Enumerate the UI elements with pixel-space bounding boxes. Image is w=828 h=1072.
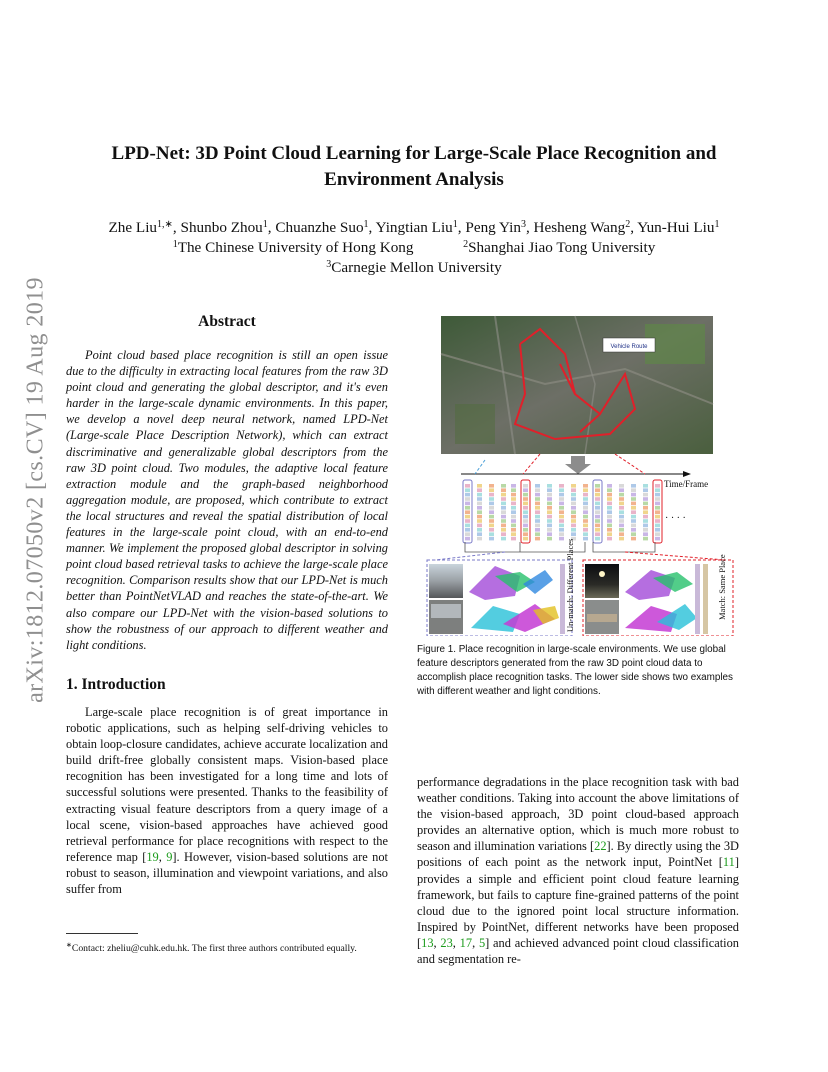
- descriptor-cell: [547, 488, 552, 492]
- descriptor-cell: [547, 502, 552, 506]
- descriptor-cell: [583, 506, 588, 510]
- author: Peng Yin: [465, 219, 521, 236]
- descriptor-cell: [465, 524, 470, 528]
- time-frame-label: Time/Frame: [664, 479, 709, 489]
- descriptor-cell: [571, 524, 576, 528]
- abstract-body: [66, 347, 388, 653]
- descriptor-cell: [501, 519, 506, 523]
- descriptor-cell: [511, 502, 516, 506]
- footnote-mark: ∗: [66, 941, 72, 949]
- descriptor-cell: [571, 506, 576, 510]
- descriptor-cell: [655, 515, 660, 519]
- descriptor-cell: [511, 497, 516, 501]
- descriptor-cell: [523, 488, 528, 492]
- descriptor-cell: [631, 519, 636, 523]
- descriptor-cell: [595, 484, 600, 488]
- text-run: ,: [158, 849, 167, 864]
- descriptor-cell: [607, 510, 612, 514]
- descriptor-cell: [511, 510, 516, 514]
- figure-1-caption: Figure 1. Place recognition in large-scale environments. We use global feature descriptors generated from the raw 3D point cloud data to accomplish place recognition tasks. The lower side shows two examples with different weather and light conditions.: [417, 644, 733, 697]
- descriptor-cell: [547, 497, 552, 501]
- descriptor-cell: [595, 493, 600, 497]
- descriptor-cell: [465, 510, 470, 514]
- descriptor-cell: [559, 524, 564, 528]
- affil-sup: 2: [463, 239, 469, 250]
- descriptor-cell: [583, 497, 588, 501]
- intro-col-1: [66, 704, 388, 897]
- affiliation: The Chinese University of Hong Kong: [177, 239, 414, 256]
- introduction-heading: 1. Introduction: [66, 676, 166, 693]
- text-run: ] and achieved advanced point cloud classification and segmentation re-: [417, 935, 739, 967]
- descriptor-cell: [501, 506, 506, 510]
- descriptor-cell: [619, 532, 624, 536]
- descriptor-cell: [501, 497, 506, 501]
- descriptor-cell: [501, 488, 506, 492]
- affil-sup: 1: [172, 239, 178, 250]
- descriptor-cell: [489, 519, 494, 523]
- descriptor-cell: [535, 493, 540, 497]
- descriptor-cell: [523, 528, 528, 532]
- descriptor-cell: [535, 488, 540, 492]
- descriptor-cell: [655, 528, 660, 532]
- abstract-heading: Abstract: [198, 313, 256, 330]
- descriptor-cell: [465, 506, 470, 510]
- descriptor-cell: [571, 532, 576, 536]
- descriptor-cell: [655, 532, 660, 536]
- descriptor-cell: [489, 502, 494, 506]
- point-cloud-render: [469, 566, 553, 600]
- descriptor-cell: [559, 515, 564, 519]
- author-sup: 1,∗: [157, 219, 173, 230]
- descriptor-cell: [571, 528, 576, 532]
- descriptor-cell: [571, 484, 576, 488]
- descriptor-cell: [571, 519, 576, 523]
- descriptor-cell: [655, 502, 660, 506]
- descriptor-cell: [607, 515, 612, 519]
- descriptor-cell: [619, 488, 624, 492]
- descriptor-cell: [477, 524, 482, 528]
- citation-link[interactable]: 13: [421, 935, 434, 950]
- descriptor-cell: [501, 484, 506, 488]
- descriptor-cell: [547, 524, 552, 528]
- affiliations-row-1: [60, 238, 768, 258]
- descriptor-cell: [583, 519, 588, 523]
- descriptor-cell: [595, 502, 600, 506]
- descriptor-cell: [547, 528, 552, 532]
- descriptor-cell: [619, 519, 624, 523]
- descriptor-ellipsis: · · · ·: [665, 513, 686, 524]
- text-run: ]. By directly using the 3D positions of each point as the network input, PointNet [: [417, 839, 739, 870]
- text-run: ] provides a simple and efficient point cloud feature learning framework, but fails to capture fine-grained patterns of the point cloud due to the ignored point local structure information. Inspired by PointNet, different networks have been proposed [: [417, 855, 739, 950]
- citation-link[interactable]: 17: [459, 935, 473, 950]
- descriptor-cell: [619, 510, 624, 514]
- descriptor-cell: [511, 506, 516, 510]
- descriptor-cell: [489, 532, 494, 536]
- descriptor-cell: [643, 493, 648, 497]
- descriptor-cell: [477, 519, 482, 523]
- descriptor-cell: [535, 519, 540, 523]
- descriptor-cell: [547, 532, 552, 536]
- descriptor-cell: [631, 524, 636, 528]
- descriptor-cell: [619, 506, 624, 510]
- author: Yun-Hui Liu: [637, 219, 715, 236]
- descriptor-cell: [595, 524, 600, 528]
- descriptor-cell: [571, 502, 576, 506]
- descriptor-cell: [547, 537, 552, 541]
- descriptor-cell: [583, 488, 588, 492]
- figure-1: [425, 314, 737, 636]
- descriptor-cell: [559, 493, 564, 497]
- descriptor-cell: [607, 524, 612, 528]
- descriptor-cell: [619, 484, 624, 488]
- descriptor-cell: [643, 519, 648, 523]
- descriptor-cell: [465, 519, 470, 523]
- descriptor-cell: [559, 497, 564, 501]
- intro-col-2: [417, 774, 739, 967]
- descriptor-cell: [655, 524, 660, 528]
- citation-link[interactable]: 11: [722, 855, 735, 870]
- vehicle-route-label: Vehicle Route: [610, 344, 648, 350]
- descriptor-cell: [489, 537, 494, 541]
- descriptor-cell: [511, 484, 516, 488]
- affiliations-row-2: [60, 258, 768, 278]
- descriptor-cell: [547, 519, 552, 523]
- citation-link[interactable]: 23: [440, 935, 453, 950]
- descriptor-cell: [655, 484, 660, 488]
- descriptor-cell: [501, 524, 506, 528]
- descriptor-cell: [535, 515, 540, 519]
- descriptor-cell: [619, 502, 624, 506]
- text-run: Large-scale place recognition is of great importance in robotic applications, such as helping self-driving vehicles to obtain loop-closure candidates, achieve accurate localization and build drift-free globally consistent maps. Vision-based place recognition has been investigated for a long time and lots of successful solutions were presented. Thanks to the feasibility of extracting visual feature descriptors from a query image of a local scene, vision-based approaches have achieved good retrieval performance for place recognitions with respect to the reference map [: [66, 705, 388, 864]
- descriptor-cell: [489, 528, 494, 532]
- descriptor-cell: [595, 488, 600, 492]
- descriptor-cell: [583, 515, 588, 519]
- descriptor-cell: [465, 528, 470, 532]
- descriptor-cell: [583, 537, 588, 541]
- descriptor-cell: [523, 519, 528, 523]
- descriptor-cell: [655, 488, 660, 492]
- descriptor-cell: [477, 484, 482, 488]
- descriptor-cell: [477, 497, 482, 501]
- descriptor-cell: [583, 524, 588, 528]
- descriptor-cell: [511, 515, 516, 519]
- footnote-rule: [66, 933, 138, 934]
- descriptor-cell: [643, 528, 648, 532]
- descriptor-strip: [703, 564, 708, 634]
- descriptor-cell: [643, 510, 648, 514]
- descriptor-cell: [607, 484, 612, 488]
- descriptor-cell: [523, 515, 528, 519]
- unmatch-label: Un-match: Different Places: [565, 538, 575, 632]
- affil-sup: 3: [326, 259, 332, 270]
- descriptor-cell: [511, 524, 516, 528]
- descriptor-cell: [607, 493, 612, 497]
- point-cloud-render: [471, 604, 559, 632]
- descriptor-cell: [547, 515, 552, 519]
- author: Hesheng Wang: [533, 219, 626, 236]
- descriptor-cell: [465, 484, 470, 488]
- descriptor-cell: [655, 497, 660, 501]
- descriptor-cell: [631, 532, 636, 536]
- descriptor-cell: [501, 537, 506, 541]
- descriptor-cell: [477, 493, 482, 497]
- descriptor-cell: [535, 524, 540, 528]
- descriptor-cell: [489, 493, 494, 497]
- descriptor-cell: [511, 488, 516, 492]
- intro-paragraph-1: [66, 704, 388, 897]
- descriptor-cell: [643, 484, 648, 488]
- descriptor-cell: [655, 493, 660, 497]
- descriptor-cell: [547, 493, 552, 497]
- descriptor-cell: [511, 519, 516, 523]
- descriptor-cell: [477, 515, 482, 519]
- descriptor-cell: [477, 528, 482, 532]
- descriptor-cell: [571, 488, 576, 492]
- descriptor-cell: [489, 484, 494, 488]
- descriptor-cell: [489, 488, 494, 492]
- descriptor-cell: [511, 528, 516, 532]
- descriptor-cell: [523, 532, 528, 536]
- descriptor-cell: [631, 506, 636, 510]
- descriptor-cell: [643, 502, 648, 506]
- descriptor-cell: [559, 519, 564, 523]
- descriptor-cell: [631, 537, 636, 541]
- descriptor-cell: [559, 510, 564, 514]
- descriptor-cell: [631, 502, 636, 506]
- descriptor-cell: [607, 497, 612, 501]
- title-line-1: LPD-Net: 3D Point Cloud Learning for Large-Scale Place Recognition and: [111, 143, 717, 164]
- footnote: [66, 939, 388, 956]
- descriptor-cell: [559, 537, 564, 541]
- descriptor-cell: [489, 515, 494, 519]
- author-sup: 3: [520, 219, 526, 230]
- match-label: Match: Same Place: [717, 554, 727, 620]
- descriptor-cell: [655, 506, 660, 510]
- author: Yingtian Liu: [375, 219, 453, 236]
- descriptor-cell: [501, 493, 506, 497]
- descriptor-cell: [607, 537, 612, 541]
- descriptor-cell: [489, 524, 494, 528]
- descriptor-cell: [619, 528, 624, 532]
- descriptor-cell: [523, 493, 528, 497]
- descriptor-cell: [643, 524, 648, 528]
- time-axis-arrow-icon: [683, 471, 691, 477]
- descriptor-cell: [619, 515, 624, 519]
- descriptor-cell: [501, 510, 506, 514]
- descriptor-cell: [643, 497, 648, 501]
- descriptor-cell: [523, 484, 528, 488]
- descriptor-cell: [643, 488, 648, 492]
- descriptor-cell: [583, 528, 588, 532]
- descriptor-cell: [619, 524, 624, 528]
- arxiv-sidebar: [6, 277, 66, 703]
- descriptor-cell: [465, 493, 470, 497]
- footnote-text: Contact: zheliu@cuhk.edu.hk. The first three authors contributed equally.: [71, 943, 357, 955]
- descriptor-cell: [631, 493, 636, 497]
- citation-link[interactable]: 5: [478, 935, 486, 950]
- descriptor-cell: [595, 519, 600, 523]
- author-list: Zhe Liu$^{1,∗}$, Shunbo Zhou$^1$, Chuanzhe Suo$^1$, Yingtian Liu$^1$, Peng Yin$^3$, Hesheng Wang$^2$, Yun-Hui Liu$^1$: [108, 219, 720, 236]
- descriptor-cell: [607, 502, 612, 506]
- descriptor-cell: [559, 488, 564, 492]
- descriptor-cell: [547, 506, 552, 510]
- descriptor-cell: [643, 506, 648, 510]
- descriptor-cell: [535, 484, 540, 488]
- descriptor-cell: [523, 497, 528, 501]
- descriptor-cell: [631, 515, 636, 519]
- descriptor-cell: [547, 484, 552, 488]
- descriptor-cell: [535, 497, 540, 501]
- descriptor-cell: [511, 537, 516, 541]
- descriptor-cell: [511, 532, 516, 536]
- descriptor-cell: [465, 502, 470, 506]
- descriptor-cell: [583, 502, 588, 506]
- descriptor-cell: [535, 506, 540, 510]
- author: Chuanzhe Suo: [275, 219, 364, 236]
- descriptor-cell: [465, 497, 470, 501]
- descriptor-cell: [535, 510, 540, 514]
- descriptor-cell: [595, 515, 600, 519]
- affiliation: Shanghai Jiao Tong University: [468, 239, 656, 256]
- descriptor-cell: [559, 506, 564, 510]
- descriptor-cell: [559, 532, 564, 536]
- descriptor-cell: [631, 528, 636, 532]
- descriptor-cell: [643, 515, 648, 519]
- intro-paragraph-2: performance degradations in the place recognition task with bad weather conditions. Taking into account the above limitations of the vision-based approach, 3D point cloud-based approach provides an alternative option, which is much more robust to season and illumination variations [22]. By directly using the 3D positions of each point as the network input, PointNet [11] provides a simple and efficient point cloud feature learning framework, but fails to capture fine-grained patterns of the point cloud due to the ignored point local structure information. Inspired by PointNet, different networks have been proposed [13, 23, 17, 5] and achieved advanced point cloud classification and segmentation re-: [417, 775, 739, 967]
- descriptor-cell: [501, 515, 506, 519]
- descriptor-cell: [477, 506, 482, 510]
- descriptor-cell: [595, 506, 600, 510]
- descriptor-cell: [501, 532, 506, 536]
- author: Shunbo Zhou: [180, 219, 263, 236]
- descriptor-cell: [465, 532, 470, 536]
- descriptor-cell: [631, 497, 636, 501]
- abstract-text: Point cloud based place recognition is still an open issue due to the difficulty in extracting local features from the raw 3D point cloud and generating the global descriptor, and it's even harder in the large-scale dynamic environments. In this paper, we develop a novel deep neural network, named LPD-Net (Large-scale Place Description Network), which can extract discriminative and generalizable global descriptors from the raw 3D point cloud. Two modules, the adaptive local feature extraction module and the graph-based neighborhood aggregation module, are proposed, which contribute to extract the local structures and reveal the spatial distribution of local features in the large-scale point cloud, with an end-to-end manner. We implement the proposed global descriptor in solving point cloud based retrieval tasks to achieve the large-scale place recognition. Comparison results show that our LPD-Net is much better than PointNetVLAD and reaches the state-of-the-art. We also compare our LPD-Net with the vision-based solutions to show the robustness of our approach to different weather and light conditions.: [66, 348, 388, 652]
- descriptor-cell: [619, 537, 624, 541]
- descriptor-cell: [631, 488, 636, 492]
- descriptor-cell: [535, 502, 540, 506]
- descriptor-cell: [583, 532, 588, 536]
- author: Zhe Liu: [108, 219, 158, 236]
- author-sup: 1: [262, 219, 268, 230]
- author-sup: 2: [625, 219, 631, 230]
- arxiv-id: arXiv:1812.07050v2 [cs.CV] 19 Aug 2019: [22, 277, 49, 703]
- descriptor-cell: [523, 524, 528, 528]
- citation-link[interactable]: 22: [594, 839, 607, 854]
- descriptor-cell: [571, 497, 576, 501]
- descriptor-cell: [547, 510, 552, 514]
- descriptor-cell: [607, 532, 612, 536]
- text-run: performance degradations in the place recognition task with bad weather conditions. Taking into account the above limitations of the vision-based approach, 3D point cloud-based approach provides an alternative option, which is much more robust to season and illumination variations [: [417, 775, 739, 854]
- descriptor-cell: [489, 497, 494, 501]
- descriptor-cell: [489, 506, 494, 510]
- descriptor-cell: [477, 488, 482, 492]
- descriptor-cell: [619, 493, 624, 497]
- descriptor-cell: [583, 493, 588, 497]
- descriptor-columns: [463, 480, 662, 543]
- paper-title: [60, 141, 768, 193]
- descriptor-cell: [477, 532, 482, 536]
- descriptor-cell: [655, 519, 660, 523]
- descriptor-cell: [583, 484, 588, 488]
- descriptor-cell: [643, 537, 648, 541]
- descriptor-cell: [631, 510, 636, 514]
- point-cloud-render: [625, 604, 697, 632]
- descriptor-cell: [465, 515, 470, 519]
- descriptor-cell: [535, 528, 540, 532]
- descriptor-cell: [465, 537, 470, 541]
- descriptor-cell: [643, 532, 648, 536]
- affiliation: Carnegie Mellon University: [331, 259, 502, 276]
- descriptor-cell: [535, 532, 540, 536]
- author-sup: 1: [363, 219, 369, 230]
- descriptor-cell: [595, 510, 600, 514]
- descriptor-cell: [523, 537, 528, 541]
- author-sup: 1: [452, 219, 458, 230]
- point-cloud-render: [625, 570, 693, 600]
- descriptor-cell: [477, 537, 482, 541]
- descriptor-cell: [571, 510, 576, 514]
- descriptor-cell: [571, 515, 576, 519]
- street-photo: [429, 564, 463, 598]
- descriptor-cell: [607, 488, 612, 492]
- descriptor-cell: [477, 502, 482, 506]
- descriptor-cell: [595, 537, 600, 541]
- down-arrow-icon: [565, 464, 591, 474]
- descriptor-cell: [595, 497, 600, 501]
- descriptor-cell: [501, 502, 506, 506]
- descriptor-cell: [619, 497, 624, 501]
- descriptor-cell: [571, 493, 576, 497]
- citation-link[interactable]: 9: [166, 849, 173, 864]
- descriptor-cell: [477, 510, 482, 514]
- descriptor-cell: [559, 484, 564, 488]
- author-sup: 1: [714, 219, 720, 230]
- title-line-2: Environment Analysis: [324, 169, 504, 190]
- descriptor-cell: [607, 506, 612, 510]
- descriptor-cell: [511, 493, 516, 497]
- descriptor-cell: [523, 502, 528, 506]
- citation-link[interactable]: 19: [146, 849, 159, 864]
- descriptor-cell: [607, 519, 612, 523]
- descriptor-cell: [489, 510, 494, 514]
- descriptor-cell: [595, 532, 600, 536]
- descriptor-cell: [559, 502, 564, 506]
- descriptor-cell: [595, 528, 600, 532]
- descriptor-cell: [523, 510, 528, 514]
- descriptor-cell: [535, 537, 540, 541]
- descriptor-cell: [631, 484, 636, 488]
- descriptor-cell: [559, 528, 564, 532]
- descriptor-cell: [655, 510, 660, 514]
- descriptor-strip: [695, 564, 700, 634]
- descriptor-cell: [607, 528, 612, 532]
- descriptor-cell: [465, 488, 470, 492]
- descriptor-cell: [583, 510, 588, 514]
- figure-1-graphic: [425, 314, 737, 636]
- text-run: ]. However, vision-based solutions are not robust to season, illumination and viewpoint variations, and also suffer from: [66, 849, 388, 897]
- descriptor-cell: [523, 506, 528, 510]
- descriptor-cell: [655, 537, 660, 541]
- descriptor-cell: [501, 528, 506, 532]
- night-street-photo: [585, 564, 619, 598]
